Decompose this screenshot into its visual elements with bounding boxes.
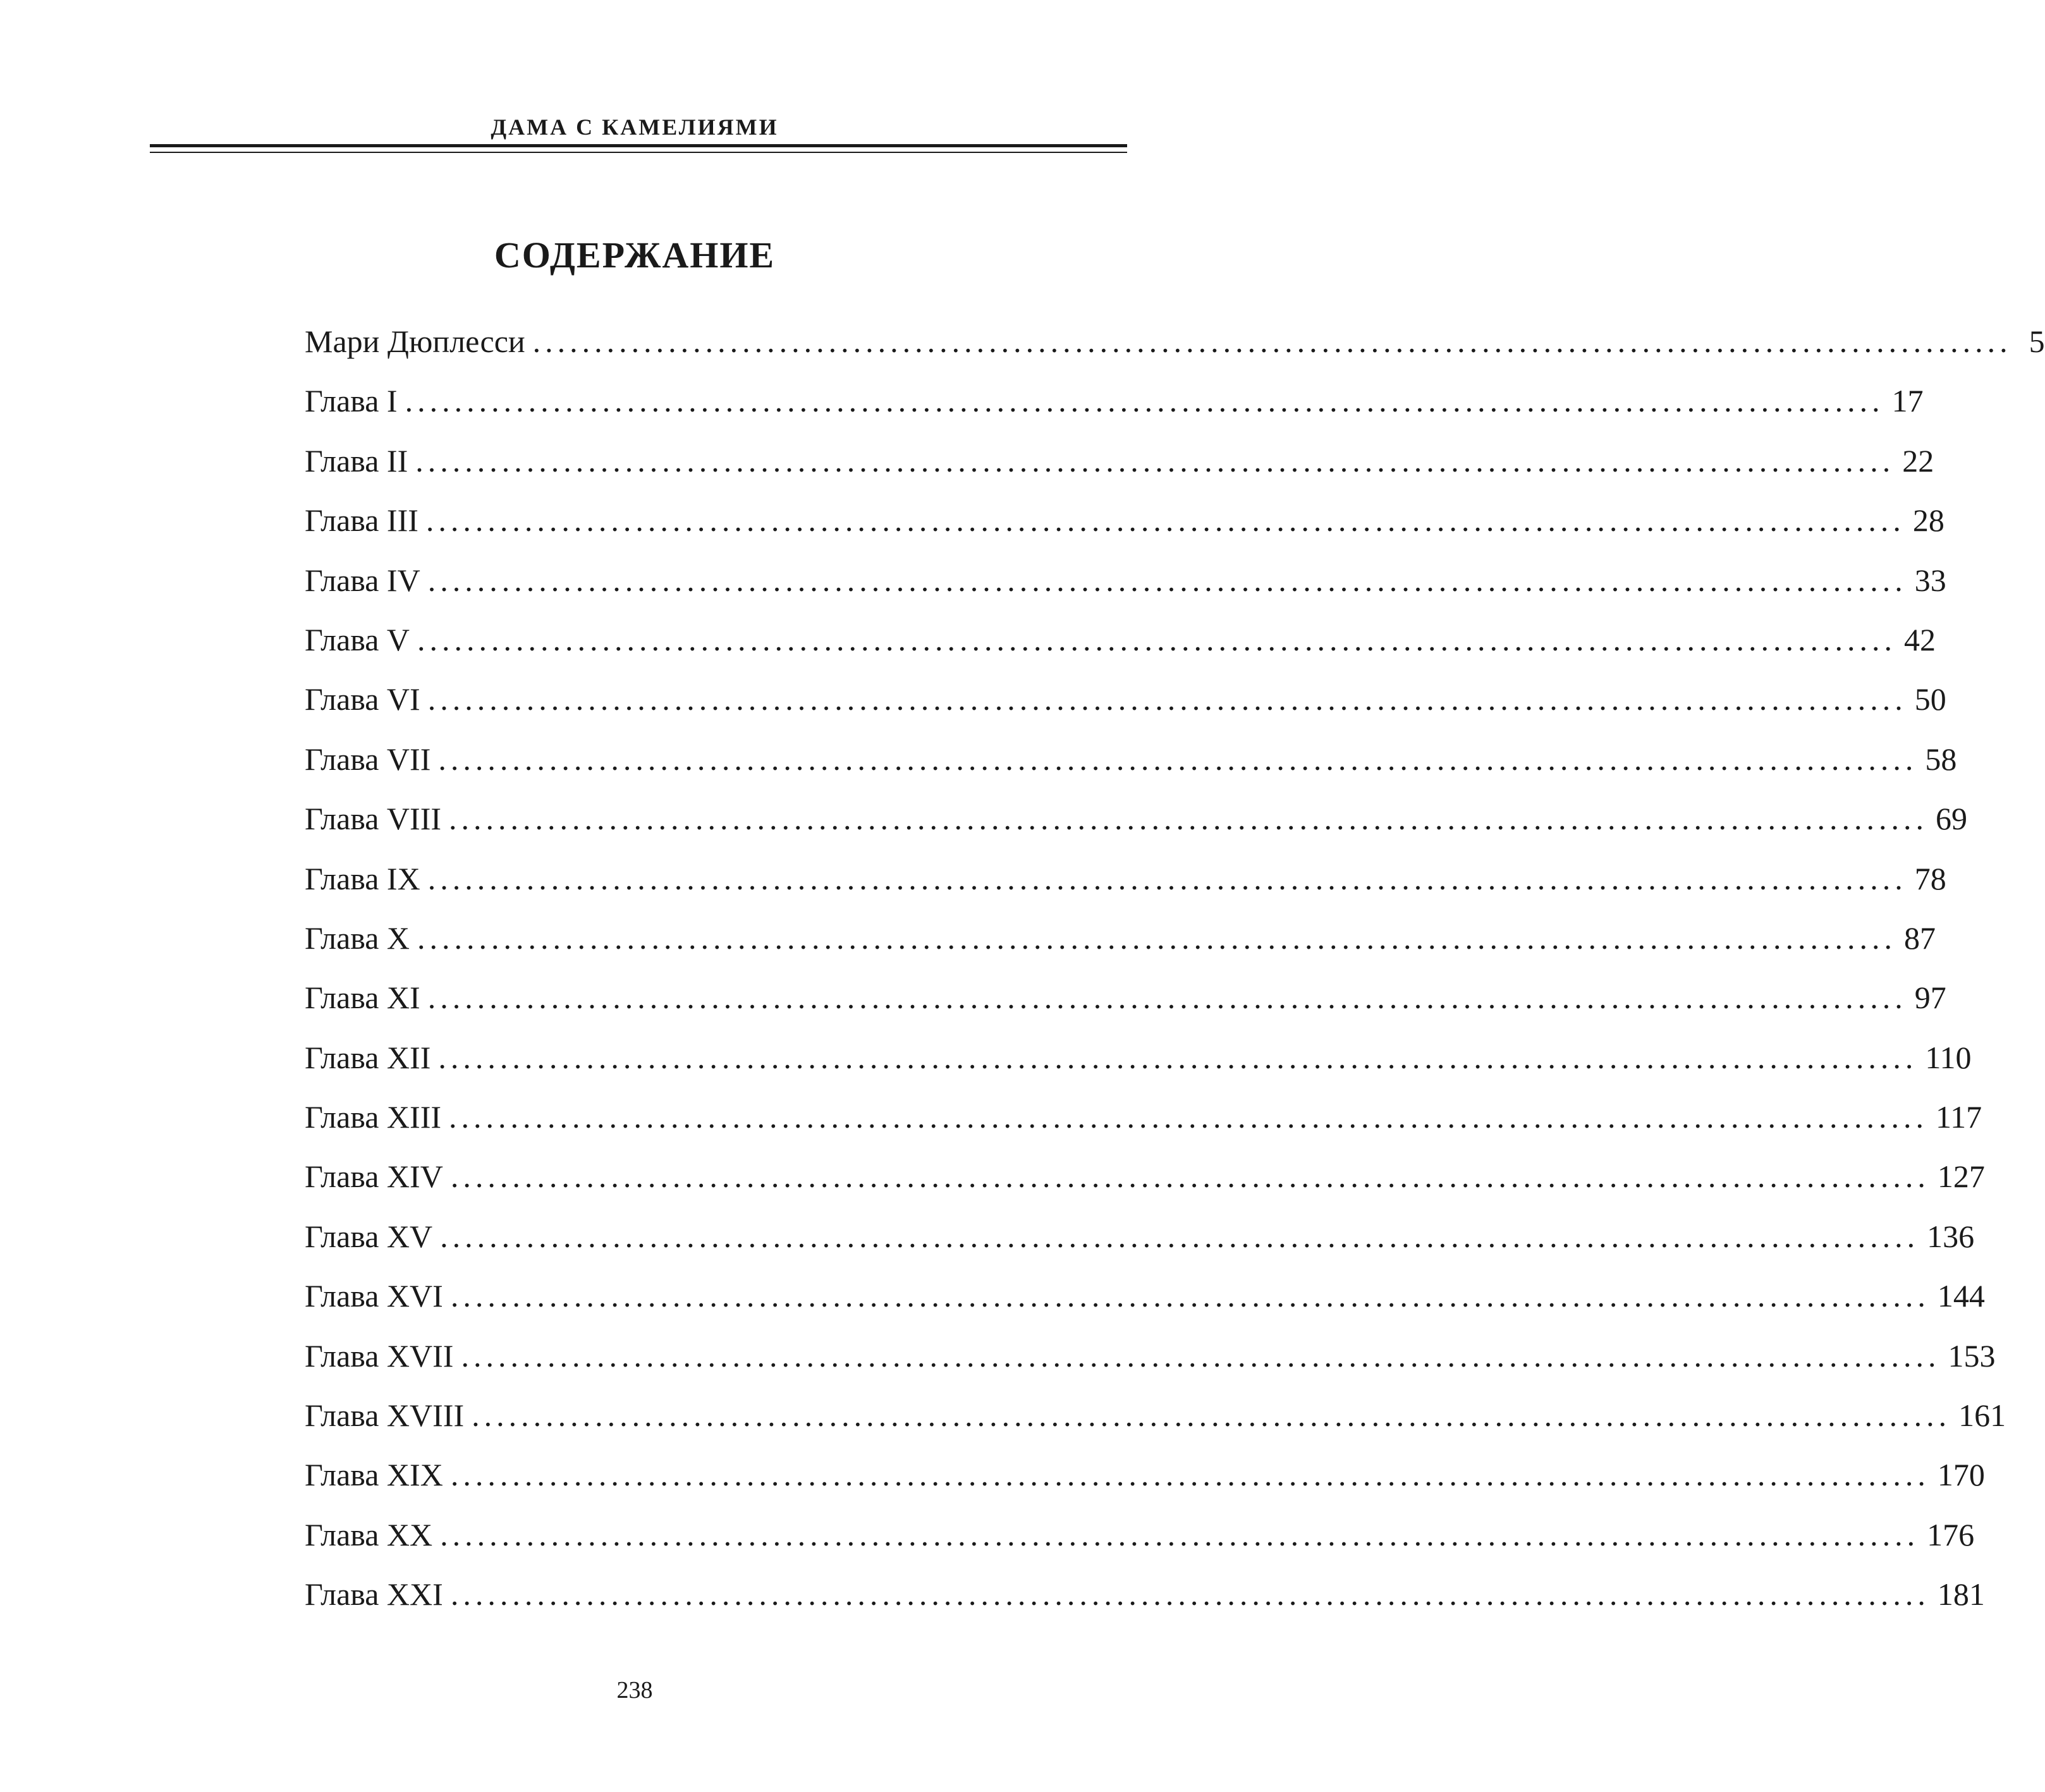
toc-entry-page: 87 — [1904, 920, 1936, 956]
toc-entry-label: Глава IX — [305, 860, 420, 896]
toc-leader-dots: ........................................................................................................................ — [405, 383, 1884, 419]
toc-entry-label: Глава VIII — [305, 801, 441, 837]
toc-entry-page: 50 — [1914, 681, 1946, 717]
toc-entry-page: 28 — [1912, 503, 1944, 539]
toc-leader-dots: ........................................................................................................................ — [427, 562, 1907, 598]
toc-entry-label: Глава VII — [305, 741, 431, 777]
toc-entry-label: Глава XVIII — [305, 1398, 465, 1434]
toc-entry-label: Глава II — [305, 442, 408, 478]
toc-entry-label: Глава IV — [305, 562, 420, 598]
toc-entry-label: Глава XII — [305, 1039, 431, 1075]
toc-entry-page: 97 — [1914, 980, 1946, 1016]
toc-entry — [305, 495, 1944, 554]
toc-entry-label: Глава X — [305, 920, 410, 956]
toc-entry — [305, 1092, 1982, 1151]
toc-entry — [305, 1331, 1996, 1390]
toc-entry — [305, 436, 1934, 495]
toc-entry — [305, 734, 1957, 793]
toc-leader-dots: ........................................................................................................................ — [450, 1576, 1930, 1612]
toc-entry-page: 136 — [1927, 1218, 1975, 1254]
toc-entry-label: Глава XVI — [305, 1278, 443, 1314]
toc-leader-dots: ........................................................................................................................ — [440, 1516, 1920, 1552]
toc-leader-dots: ........................................................................................................................ — [438, 1039, 1918, 1075]
toc-entry-page: 117 — [1936, 1099, 1982, 1135]
toc-entry-label: Мари Дюплесси — [305, 324, 525, 359]
toc-entry-page: 181 — [1937, 1576, 1985, 1612]
toc-entry — [305, 1509, 1975, 1569]
toc-entry-label: Глава XIII — [305, 1099, 441, 1135]
toc-entry-page: 33 — [1914, 562, 1946, 598]
toc-entry-page: 161 — [1958, 1398, 2006, 1434]
toc-leader-dots: ........................................................................................................................ — [438, 741, 1918, 777]
toc-entry-label: Глава VI — [305, 681, 420, 717]
toc-entry-page: 144 — [1937, 1278, 1985, 1314]
toc-list — [305, 316, 2045, 1629]
toc-entry-label: Глава I — [305, 383, 398, 419]
toc-entry — [305, 1151, 1985, 1210]
header-rule-thin — [150, 152, 1127, 153]
toc-entry-page: 5 — [2029, 324, 2045, 359]
header-rule-thick — [150, 144, 1127, 147]
toc-leader-dots: ........................................................................................................................ — [450, 1159, 1930, 1195]
toc-leader-dots: ........................................................................................................................ — [472, 1398, 1951, 1434]
toc-entry — [305, 375, 1924, 435]
toc-entry — [305, 1271, 1985, 1330]
toc-entry — [305, 674, 1946, 733]
toc-entry-label: Глава XIV — [305, 1159, 443, 1195]
toc-entry-page: 69 — [1936, 801, 1967, 837]
toc-entry — [305, 972, 1946, 1032]
toc-leader-dots: ........................................................................................................................ — [425, 503, 1905, 539]
toc-entry-label: Глава XIX — [305, 1457, 443, 1493]
toc-entry-page: 170 — [1937, 1457, 1985, 1493]
toc-entry — [305, 793, 1967, 853]
toc-leader-dots: ........................................................................................................................ — [449, 1099, 1928, 1135]
page-number: 238 — [616, 1677, 653, 1704]
toc-entry-label: Глава XV — [305, 1218, 433, 1254]
toc-entry — [305, 1211, 1975, 1271]
toc-entry — [305, 555, 1946, 614]
toc-entry — [305, 1449, 1985, 1509]
toc-leader-dots: ........................................................................................................................ — [417, 920, 1897, 956]
toc-entry — [305, 614, 1936, 674]
toc-entry — [305, 1032, 1972, 1092]
toc-leader-dots: ........................................................................................................................ — [450, 1278, 1930, 1314]
toc-entry — [305, 853, 1946, 913]
toc-leader-dots: ........................................................................................................................ — [427, 681, 1907, 717]
toc-entry — [305, 1569, 1985, 1628]
toc-leader-dots: ........................................................................................................................ — [450, 1457, 1930, 1493]
toc-entry — [305, 1390, 2006, 1449]
toc-leader-dots: ........................................................................................................................ — [427, 980, 1907, 1016]
toc-entry-label: Глава XX — [305, 1516, 433, 1552]
toc-entry-label: Глава XXI — [305, 1576, 443, 1612]
toc-entry-page: 17 — [1891, 383, 1924, 419]
toc-leader-dots: ........................................................................................................................ — [461, 1338, 1941, 1374]
toc-entry-label: Глава XVII — [305, 1338, 454, 1374]
toc-entry-page: 58 — [1925, 741, 1957, 777]
toc-entry-page: 22 — [1902, 442, 1934, 478]
toc-entry — [305, 316, 2045, 375]
toc-entry-label: Глава III — [305, 503, 418, 539]
toc-leader-dots: ........................................................................................................................ — [532, 324, 2012, 359]
toc-entry-label: Глава XI — [305, 980, 420, 1016]
toc-leader-dots: ........................................................................................................................ — [427, 860, 1907, 896]
running-head: ДАМА С КАМЕЛИЯМИ — [491, 114, 779, 140]
toc-entry-label: Глава V — [305, 621, 410, 657]
toc-entry-page: 127 — [1937, 1159, 1985, 1195]
toc-entry-page: 42 — [1904, 621, 1936, 657]
toc-leader-dots: ........................................................................................................................ — [415, 442, 1895, 478]
toc-title: СОДЕРЖАНИЕ — [494, 235, 776, 276]
toc-leader-dots: ........................................................................................................................ — [449, 801, 1928, 837]
toc-leader-dots: ........................................................................................................................ — [417, 621, 1897, 657]
toc-entry-page: 110 — [1925, 1039, 1972, 1075]
toc-entry-page: 176 — [1927, 1516, 1975, 1552]
toc-entry-page: 153 — [1948, 1338, 1996, 1374]
toc-leader-dots: ........................................................................................................................ — [440, 1218, 1920, 1254]
toc-entry-page: 78 — [1914, 860, 1946, 896]
toc-entry — [305, 913, 1936, 972]
